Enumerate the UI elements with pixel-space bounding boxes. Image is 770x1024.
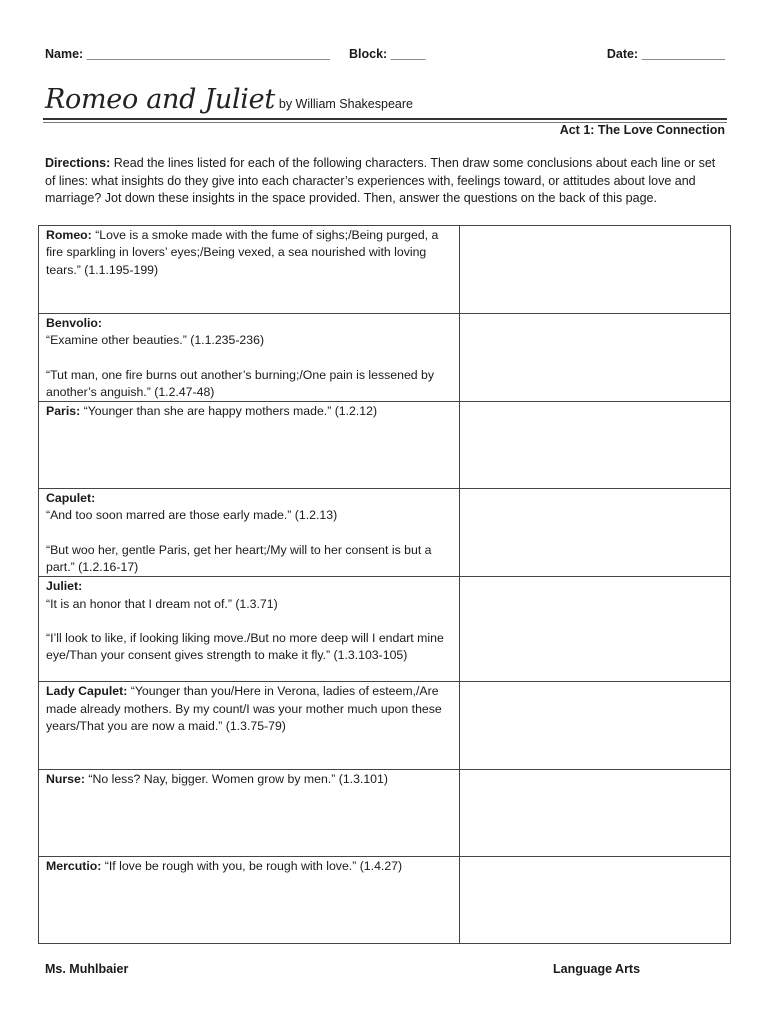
footer-teacher: Ms. Muhlbaier [45, 962, 129, 976]
answer-cell[interactable] [460, 770, 731, 857]
quote-cell-lady-capulet [39, 682, 460, 770]
speaker-name: Paris: [46, 404, 81, 419]
quote-text: “But woo her, gentle Paris, get her heart;/My will to her consent is but a part.” (1.2.16-17) [46, 542, 432, 575]
block-field[interactable]: Block: _____ [349, 47, 426, 61]
table-row [39, 857, 731, 944]
name-field[interactable]: Name: ___________________________________ [45, 47, 330, 61]
answer-cell[interactable] [460, 489, 731, 577]
speaker-name: Lady Capulet: [46, 684, 128, 699]
quote-text: “If love be rough with you, be rough with love.” (1.4.27) [101, 859, 403, 874]
quote-text: “Examine other beauties.” (1.1.235-236) [46, 333, 265, 348]
table-row [39, 226, 731, 314]
speaker-name: Mercutio: [46, 859, 102, 874]
quote-text: “Love is a smoke made with the fume of sighs;/Being purged, a fire sparkling in lovers’ eyes;/Being vexed, a sea nourished with loving tears.” (1.1.195-199) [46, 228, 439, 277]
table-row [39, 682, 731, 770]
answer-cell[interactable] [460, 577, 731, 682]
footer-subject: Language Arts [553, 962, 641, 976]
table-row [39, 770, 731, 857]
quote-text: “I’ll look to like, if looking liking move./But no more deep will I endart mine eye/Than your consent gives strength to make it fly.” (1.3.103-105) [46, 630, 444, 663]
quote-cell-mercutio [39, 857, 460, 944]
quote-cell-romeo [39, 226, 460, 314]
quote-text: “No less? Nay, bigger. Women grow by men.” (1.3.101) [84, 772, 388, 787]
quote-text: “Younger than she are happy mothers made.” (1.2.12) [80, 404, 378, 419]
answer-cell[interactable] [460, 402, 731, 489]
title-script: Romeo and Juliet [45, 84, 275, 115]
quote-cell-capulet [39, 489, 460, 577]
date-field[interactable]: Date: ____________ [606, 47, 725, 61]
directions-text: Read the lines listed for each of the following characters. Then draw some conclusions about each line or set of lines: what insights do they give into each character’s experiences with, feelings toward, or attitudes about love and marriage? Jot down these insights in the space provided. Then, answer the questions on the back of this page. [45, 156, 716, 205]
quote-cell-juliet [39, 577, 460, 682]
directions-label: Directions: [45, 156, 111, 170]
speaker-name: Nurse: [46, 772, 85, 787]
answer-cell[interactable] [460, 226, 731, 314]
table-row [39, 489, 731, 577]
quote-text: “Tut man, one fire burns out another’s burning;/One pain is lessened by another’s anguish.” (1.2.47-48) [46, 367, 435, 399]
speaker-name: Benvolio: [46, 316, 103, 330]
speaker-name: Capulet: [46, 491, 96, 506]
table-row [39, 402, 731, 489]
quote-table [38, 225, 731, 944]
title-author: by William Shakespeare [278, 97, 413, 111]
act-heading: Act 1: The Love Connection [559, 123, 725, 137]
quote-cell-nurse [39, 770, 460, 857]
quote-cell-paris [39, 402, 460, 489]
answer-cell[interactable] [460, 682, 731, 770]
quote-text: “It is an honor that I dream not of.” (1.3.71) [46, 596, 278, 611]
title-divider [43, 118, 727, 120]
table-row [39, 577, 731, 682]
speaker-name: Romeo: [46, 228, 92, 242]
answer-cell[interactable] [460, 314, 731, 402]
answer-cell[interactable] [460, 857, 731, 944]
header-line [45, 47, 725, 65]
speaker-name: Juliet: [46, 579, 83, 594]
quote-text: “And too soon marred are those early made.” (1.2.13) [46, 508, 338, 523]
document-title [45, 84, 725, 118]
quote-cell-benvolio [39, 314, 460, 402]
quote-text: “Younger than you/Here in Verona, ladies of esteem,/Are made already mothers. By my count/I was your mother much upon these years/That you are now a maid.” (1.3.75-79) [46, 684, 442, 733]
directions [45, 155, 725, 208]
table-row [39, 314, 731, 402]
